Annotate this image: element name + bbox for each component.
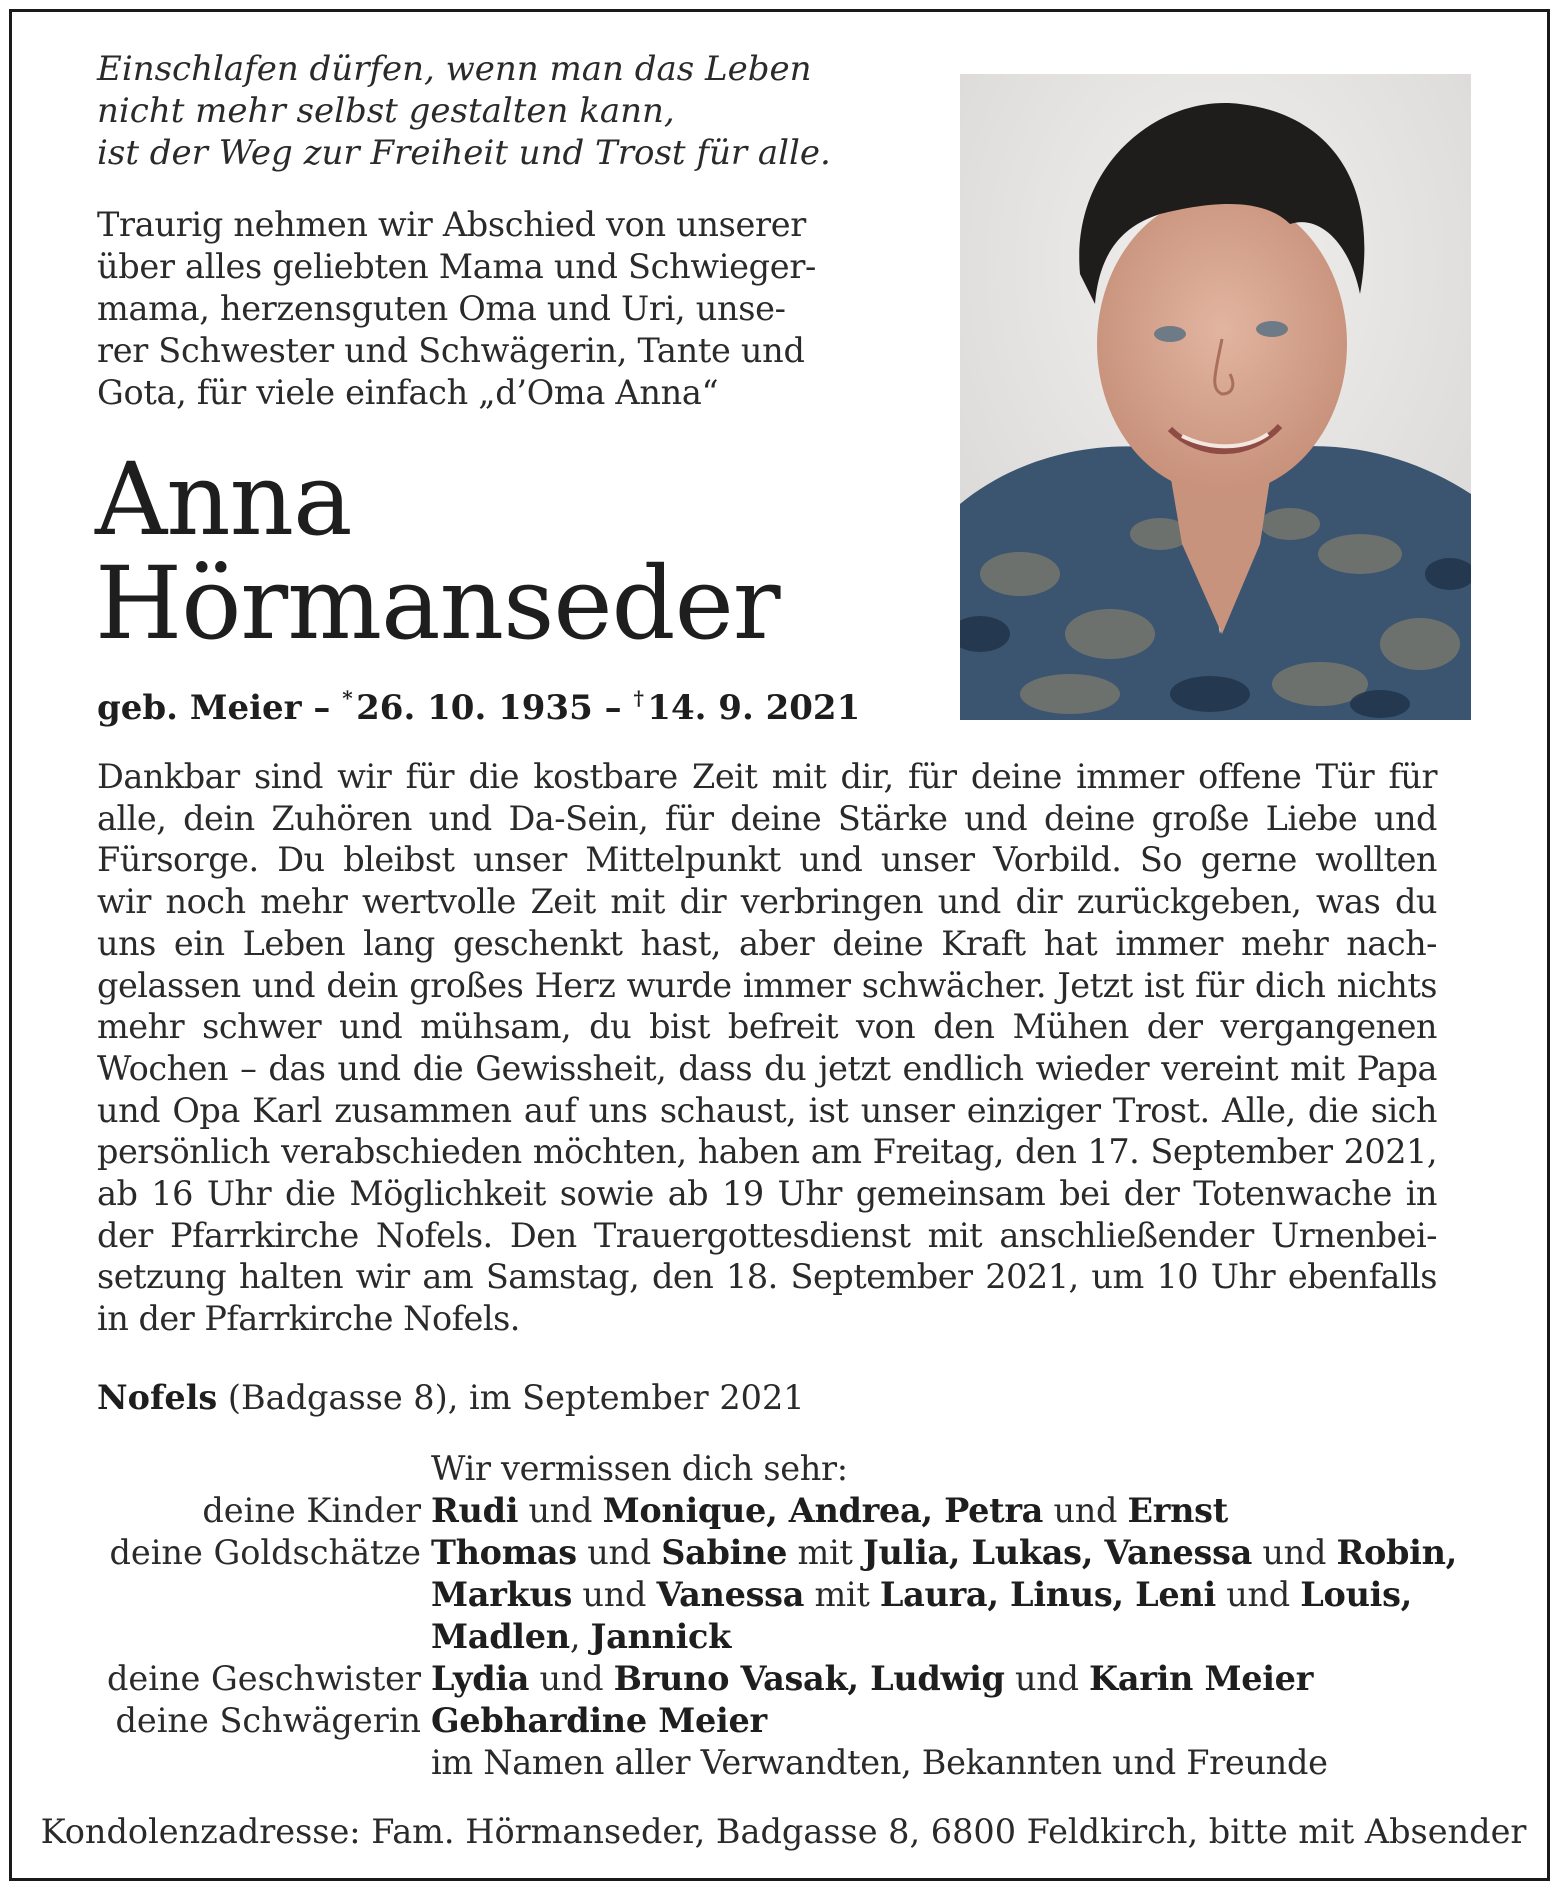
siblings-label: deine Geschwister (106, 1659, 421, 1698)
intro-line: Traurig nehmen wir Abschied von unserer (97, 205, 807, 244)
body-line: Dankbar sind wir für die kostbare Zeit mit dir, für deine immer offene Tür für (97, 757, 1437, 796)
grandchildren-row (97, 1616, 1497, 1658)
place-date (97, 1378, 805, 1417)
death-date: 14. 9. 2021 (647, 688, 861, 728)
closing-line: im Namen aller Verwandten, Bekannten und Freunde (431, 1743, 1328, 1782)
grandchildren-names: Madlen, Jannick (431, 1617, 732, 1656)
intro-line: rer Schwester und Schwägerin, Tante und (97, 331, 805, 370)
deceased-name (95, 441, 955, 662)
place-rest: (Badgasse 8), im September 2021 (217, 1378, 805, 1417)
motto-verse (97, 48, 957, 174)
motto-line: Einschlafen dürfen, wenn man das Leben (97, 49, 812, 89)
intro-line: über alles geliebten Mama und Schwieger- (97, 247, 817, 286)
town: Nofels (97, 1378, 218, 1417)
died-symbol: † (633, 686, 644, 710)
body-line: ab 16 Uhr die Möglichkeit sowie ab 19 Uhr gemeinsam bei der Totenwache in (97, 1174, 1437, 1214)
sister-in-law-label: deine Schwägerin (115, 1701, 421, 1740)
body-line: mehr schwer und mühsam, du bist befreit von den Mühen der vergangenen (97, 1007, 1437, 1047)
children-row (97, 1490, 1497, 1532)
intro-line: Gota, für viele einfach „d’Oma Anna“ (97, 373, 719, 412)
born-symbol: * (342, 686, 353, 710)
mourners-intro-row (97, 1448, 1497, 1490)
body-line: und Opa Karl zusammen auf uns schaust, ist unser einziger Trost. Alle, die sich (97, 1090, 1437, 1130)
body-line: Wochen – das und die Gewissheit, dass du jetzt endlich wieder vereint mit Papa (97, 1048, 1437, 1088)
birth-date: 26. 10. 1935 (356, 688, 593, 728)
portrait-illustration (960, 74, 1471, 720)
birth-name: geb. Meier (97, 688, 302, 728)
children-names: Rudi und Monique, Andrea, Petra und Ernst (431, 1491, 1228, 1530)
intro-line: mama, herzensguten Oma und Uri, unse- (97, 289, 786, 328)
body-line: persönlich verabschieden möchten, haben am Freitag, den 17. September 2021, (97, 1132, 1437, 1172)
mourners-label-empty (97, 1448, 431, 1490)
closing-row (97, 1742, 1497, 1784)
grandchildren-row (97, 1574, 1497, 1616)
portrait-photo (960, 74, 1471, 720)
body-line: gelassen und dein großes Herz wurde immer schwächer. Jetzt ist für dich nichts (97, 965, 1437, 1005)
motto-line: nicht mehr selbst gestalten kann, (97, 91, 675, 131)
sister-in-law-name: Gebhardine Meier (431, 1701, 767, 1740)
siblings-row (97, 1658, 1497, 1700)
last-name: Hörmanseder (95, 545, 780, 662)
children-label: deine Kinder (202, 1491, 421, 1530)
first-name: Anna (95, 441, 352, 558)
sister-in-law-row (97, 1700, 1497, 1742)
mourners-intro: Wir vermissen dich sehr: (431, 1449, 848, 1488)
body-line: in der Pfarrkirche Nofels. (97, 1299, 520, 1339)
grandchildren-row (97, 1532, 1497, 1574)
condolence-address: Kondolenzadresse: Fam. Hörmanseder, Badgasse 8, 6800 Feldkirch, bitte mit Absender (40, 1812, 1527, 1851)
motto-line: ist der Weg zur Freiheit und Trost für alle. (97, 133, 831, 173)
intro-text (97, 204, 857, 414)
grandchildren-names: Thomas und Sabine mit Julia, Lukas, Vanessa und Robin, (431, 1533, 1458, 1572)
grandchildren-names: Markus und Vanessa mit Laura, Linus, Leni und Louis, (431, 1575, 1413, 1614)
siblings-names: Lydia und Bruno Vasak, Ludwig und Karin Meier (431, 1659, 1314, 1698)
body-line: der Pfarrkirche Nofels. Den Trauergottesdienst mit anschließender Urnenbei- (97, 1215, 1437, 1255)
body-line: setzung halten wir am Samstag, den 18. September 2021, um 10 Uhr ebenfalls (97, 1257, 1437, 1297)
mourners-label-empty (97, 1616, 431, 1658)
life-dates: geb. Meier – * 26. 10. 1935 – † 14. 9. 2021 (97, 686, 861, 728)
grandchildren-label: deine Goldschätze (109, 1533, 421, 1572)
body-line: Fürsorge. Du bleibst unser Mittelpunkt und unser Vorbild. So gerne wollten (97, 840, 1437, 880)
mourners-label-empty (97, 1574, 431, 1616)
body-text (97, 756, 1437, 1340)
body-line: wir noch mehr wertvolle Zeit mit dir verbringen und dir zurückgeben, was du (97, 882, 1437, 922)
body-line: alle, dein Zuhören und Da-Sein, für deine Stärke und deine große Liebe und (97, 798, 1437, 838)
mourners-list (97, 1448, 1497, 1784)
mourners-label-empty (97, 1742, 431, 1784)
body-line: uns ein Leben lang geschenkt hast, aber deine Kraft hat immer mehr nach- (97, 923, 1437, 963)
